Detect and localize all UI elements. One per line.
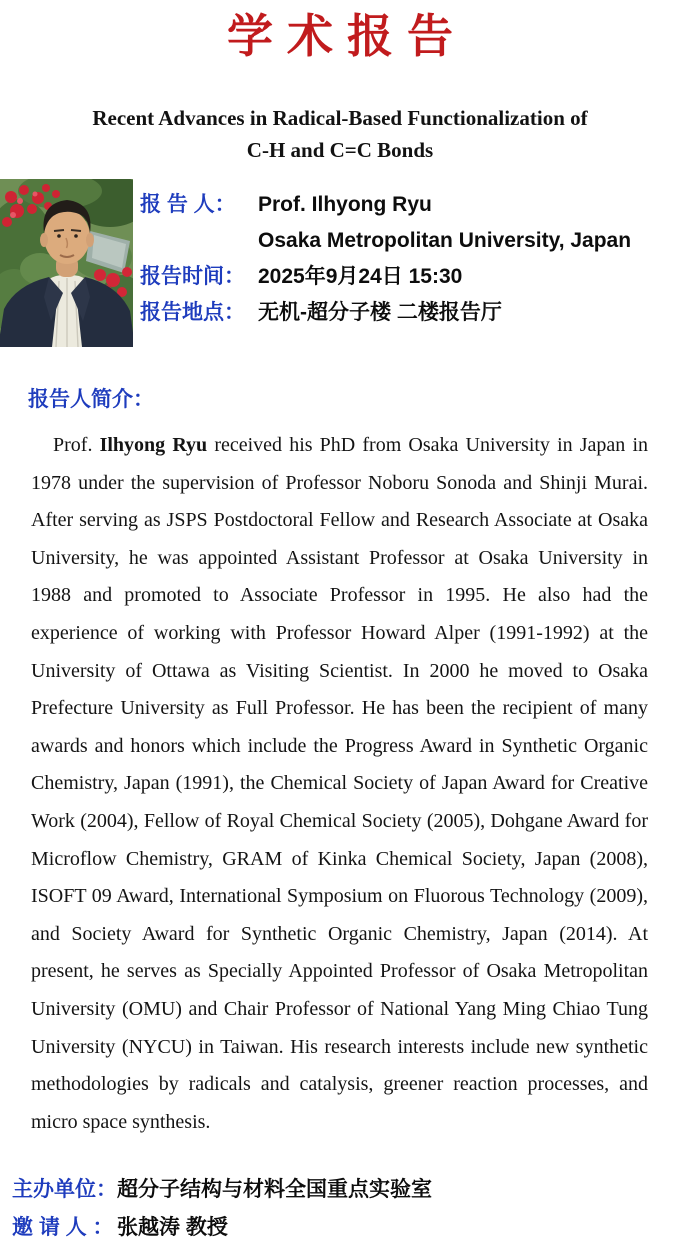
venue-row xyxy=(140,295,680,331)
speaker-affiliation: Osaka Metropolitan University, Japan xyxy=(258,229,632,252)
speaker-row xyxy=(140,187,680,223)
bio-heading: 报告人简介： xyxy=(28,388,154,411)
lecture-title xyxy=(0,102,680,166)
time-row xyxy=(140,259,680,295)
venue-label: 报告地点： xyxy=(140,301,245,324)
inviter-label: 邀 请 人 ： xyxy=(12,1216,114,1240)
speaker-info-rows xyxy=(140,179,680,331)
bio-paragraph xyxy=(31,427,648,1141)
lecture-title-line1: Recent Advances in Radical-Based Functionalization of xyxy=(92,106,588,130)
venue-value: 无机-超分子楼 二楼报告厅 xyxy=(258,301,502,324)
speaker-info-section xyxy=(0,179,680,347)
bio-intro-prefix: Prof. xyxy=(53,434,100,456)
time-value: 2025年9月24日 15:30 xyxy=(258,265,463,288)
speaker-label: 报 告 人： xyxy=(140,193,236,216)
bio-speaker-name: Ilhyong Ryu xyxy=(99,434,208,456)
organizer-row xyxy=(12,1171,680,1209)
inviter-row xyxy=(12,1209,680,1247)
lecture-title-line2: C-H and C=C Bonds xyxy=(246,138,434,162)
organizer-label: 主办单位： xyxy=(12,1178,117,1202)
speaker-name: Prof. Ilhyong Ryu xyxy=(258,193,432,216)
footer-section xyxy=(12,1171,680,1247)
time-label: 报告时间： xyxy=(140,265,245,288)
page-title: 学术报告 xyxy=(227,10,467,62)
bio-text: received his PhD from Osaka University in Japan in 1978 under the supervision of Professor Noboru Sonoda and Shinji Murai. After serving as JSPS Postdoctoral Fellow and Research Associate at Osaka University, he was appointed Assistant Professor at Osaka University in 1988 and promoted to Associate Professor in 1995. He also had the experience of working with Professor Howard Alper (1991-1992) at the University of Ottawa as Visiting Scientist. In 2000 he moved to Osaka Prefecture University as Full Professor. He has been the recipient of many awards and honors which include the Progress Award in Synthetic Organic Chemistry, Japan (1991), the Chemical Society of Japan Award for Creative Work (2004), Fellow of Royal Chemical Society (2005), Dohgane Award for Microflow Chemistry, GRAM of Kinka Chemical Society, Japan (2008), ISOFT 09 Award, International Symposium on Fluorous Technology (2009), and Society Award for Synthetic Organic Chemistry, Japan (2014). At present, he serves as Specially Appointed Professor of Osaka Metropolitan University (OMU) and Chair Professor of National Yang Ming Chiao Tung University (NYCU) in Taiwan. His research interests include new synthetic methodologies by radicals and catalysis, greener reaction processes, and micro space synthesis. xyxy=(31,434,648,1133)
affiliation-row xyxy=(140,223,680,259)
speaker-photo xyxy=(0,179,133,347)
inviter-value: 张越涛 教授 xyxy=(117,1216,228,1240)
organizer-value: 超分子结构与材料全国重点实验室 xyxy=(117,1178,432,1202)
